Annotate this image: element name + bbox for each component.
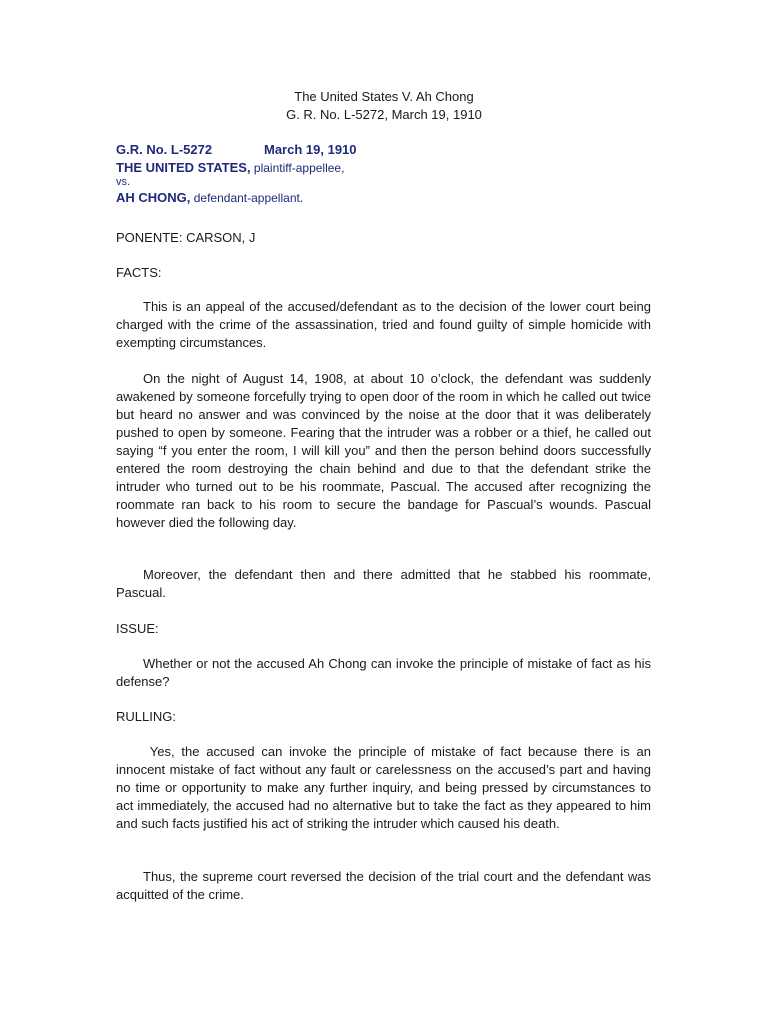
defendant-role: defendant-appellant. xyxy=(193,191,304,205)
ruling-paragraph-2: Thus, the supreme court reversed the decision of the trial court and the defendant was acquitted of the crime. xyxy=(116,869,651,902)
facts-paragraph-1: This is an appeal of the accused/defendant as to the decision of the lower court being charged with the crime of the assassination, tried and found guilty of simple homicide with exempting circumstances. xyxy=(116,299,651,350)
versus-label: vs. xyxy=(116,176,131,188)
defendant-name: AH CHONG, xyxy=(116,190,191,205)
gr-number: G.R. No. L-5272 xyxy=(116,142,213,157)
issue-paragraph: Whether or not the accused Ah Chong can invoke the principle of mistake of fact as his defense? xyxy=(116,656,651,689)
ponente-line: PONENTE: CARSON, J xyxy=(116,230,256,245)
gr-line xyxy=(116,142,357,157)
facts-heading: FACTS: xyxy=(116,265,162,280)
plaintiff-line xyxy=(116,160,344,176)
plaintiff-role: plaintiff-appellee, xyxy=(253,161,345,175)
facts-paragraph-3: Moreover, the defendant then and there admitted that he stabbed his roommate, Pascual. xyxy=(116,567,651,600)
ruling-paragraph-1: Yes, the accused can invoke the principle of mistake of fact because there is an innocent mistake of fact without any fault or carelessness on the accused’s part and having no time or opportunity to make any further inquiry, and being pressed by circumstances to act immediately, the accused had no alternative but to take the fact as they appeared to him and such facts justified his act of striking the intruder which caused his death. xyxy=(116,744,655,831)
case-title: The United States V. Ah Chong xyxy=(294,89,474,104)
facts-paragraph-2: On the night of August 14, 1908, at about 10 o’clock, the defendant was suddenly awakened by someone forcefully trying to open door of the room in which he called out twice but heard no answer and was convinced by the noise at the door that it was deliberately pushed to open by someone. Fearing that the intruder was a robber or a thief, he called out saying “f you enter the room, I will kill you” and then the person behind doors successfully entered the room destroying the chain behind and due to that the defendant strike the intruder who turned out to be his roommate, Pascual. The accused after recognizing the roommate ran back to his room to secure the bandage for Pascual’s wounds. Pascual however died the following day. xyxy=(116,371,651,530)
plaintiff-name: THE UNITED STATES, xyxy=(116,160,251,175)
ruling-heading: RULLING: xyxy=(116,709,176,724)
case-citation: G. R. No. L-5272, March 19, 1910 xyxy=(286,107,482,122)
issue-heading: ISSUE: xyxy=(116,621,159,636)
defendant-line xyxy=(116,190,303,206)
gr-date: March 19, 1910 xyxy=(264,142,357,157)
